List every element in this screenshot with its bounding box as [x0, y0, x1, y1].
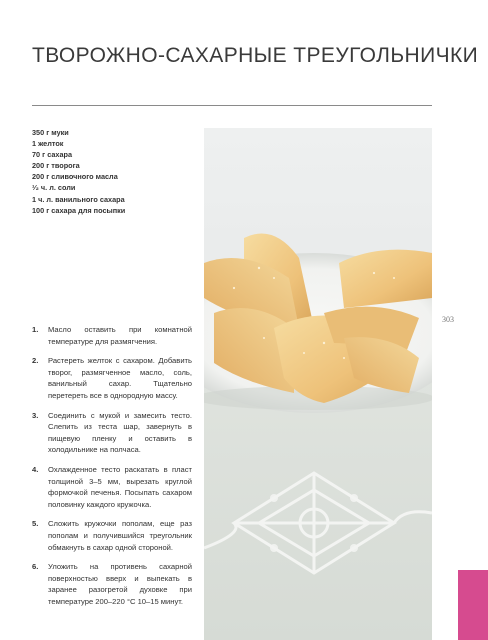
step-item — [32, 518, 192, 553]
recipe-steps — [32, 324, 192, 615]
photo-illustration — [204, 128, 432, 640]
step-item — [32, 410, 192, 456]
step-item — [32, 464, 192, 510]
ingredient-item: 200 г сливочного масла — [32, 172, 118, 182]
step-text: Охлажденное тесто раскатать в пласт толщиной 3–5 мм, вырезать круглой формочкой печенья. Посыпать сахаром половинку каждого кружочка. — [48, 464, 192, 509]
step-text: Масло оставить при комнатной температуре для размягчения. — [48, 325, 192, 346]
step-number: 5. — [32, 519, 39, 529]
step-number: 4. — [32, 464, 39, 474]
ingredient-item: 70 г сахара — [32, 150, 73, 160]
step-number: 2. — [32, 356, 39, 366]
step-item — [32, 561, 192, 607]
step-item — [32, 355, 192, 401]
step-text: Уложить на противень сахарной поверхностью вверх и выпекать в заранее разогретой духовке при температуре 200–220 °C 10–15 минут. — [48, 562, 192, 606]
step-text: Соединить с мукой и замесить тесто. Слепить из теста шар, завернуть в пищевую пленку и оставить в холодильнике на полчаса. — [48, 410, 192, 455]
step-number: 1. — [32, 325, 39, 334]
step-number: 3. — [32, 410, 39, 420]
step-number: 6. — [32, 562, 39, 572]
page-title: ТВОРОЖНО-САХАРНЫЕ ТРЕУГОЛЬНИЧКИ — [32, 44, 479, 67]
title-divider — [32, 105, 432, 106]
page-number: 303 — [442, 315, 454, 324]
ingredient-item: ¹⁄₂ ч. л. соли — [32, 183, 76, 193]
step-item — [32, 324, 192, 347]
ingredient-item: 200 г творога — [32, 161, 80, 171]
ingredient-item: 1 ч. л. ванильного сахара — [32, 194, 125, 204]
step-text: Сложить кружочки пополам, еще раз пополам и получившийся треугольник обмакнуть в сахар одной стороной. — [48, 519, 192, 552]
section-tab — [458, 570, 488, 640]
ingredient-item: 100 г сахара для посыпки — [32, 205, 126, 215]
ingredient-list — [32, 127, 202, 216]
ingredient-item: 1 желток — [32, 139, 64, 149]
step-text: Растереть желток с сахаром. Добавить творог, размягченное масло, соль, ванильный сахар. Тщательно перетереть все в однородную массу. — [48, 356, 192, 400]
cookie-plate-photo — [204, 128, 432, 640]
ingredient-item: 350 г муки — [32, 128, 69, 137]
